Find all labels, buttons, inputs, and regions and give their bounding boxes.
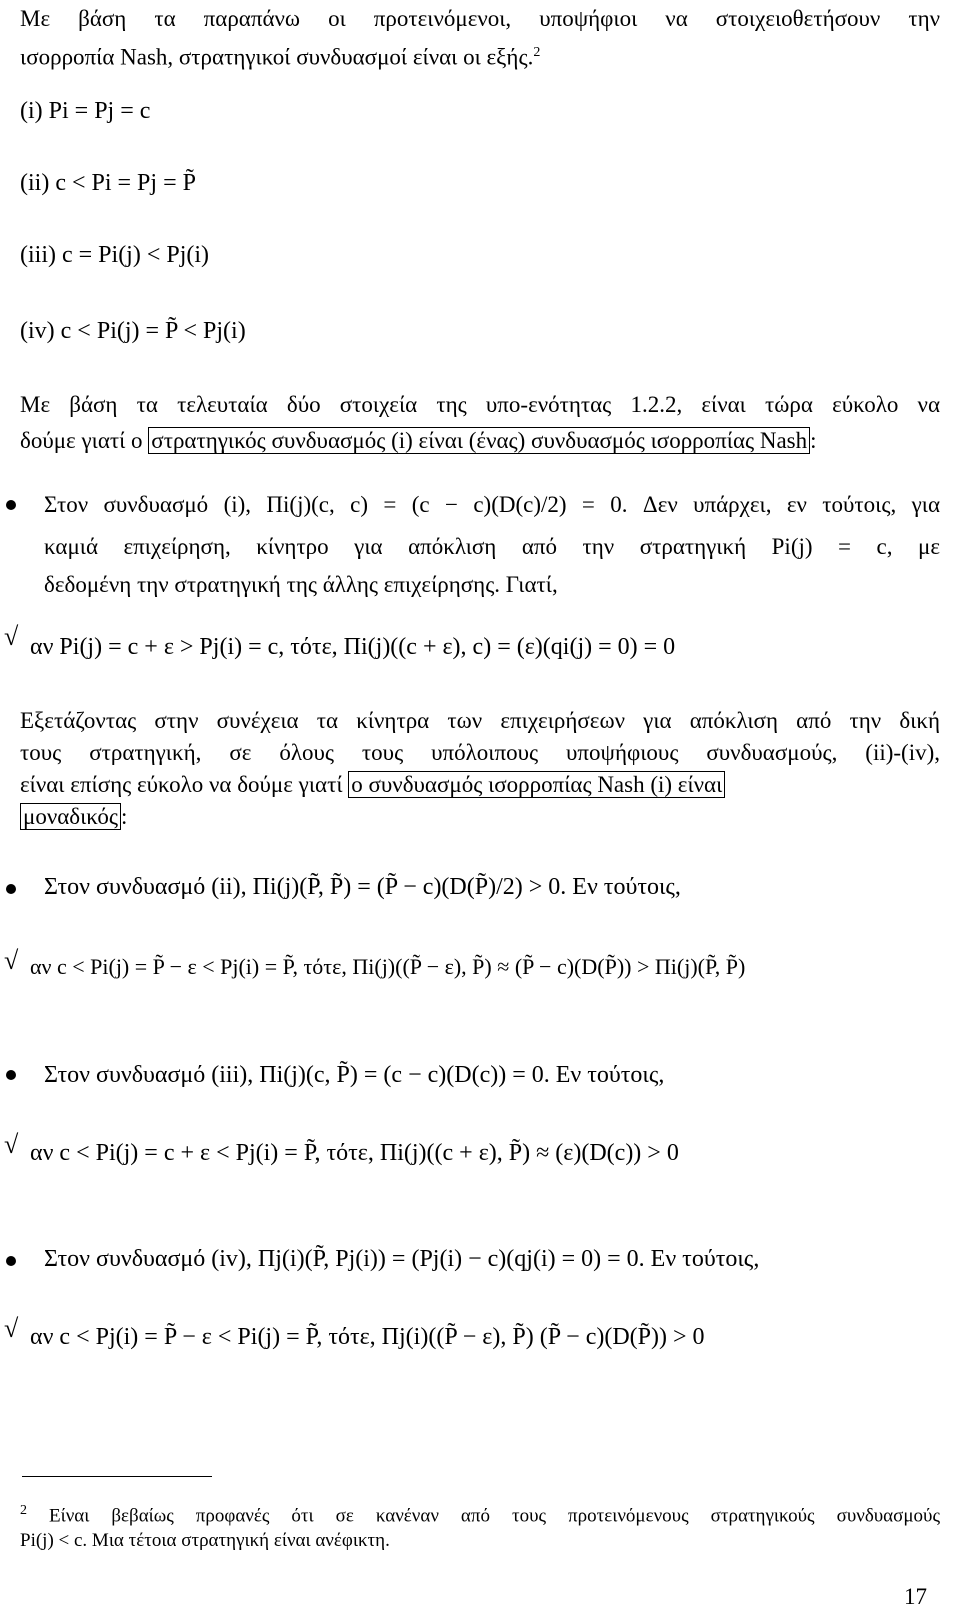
square-root-check-icon: √ [4,1130,19,1159]
bullet1-line-3: δεδομένη την στρατηγική της άλλης επιχείρησης. Γιατί, [44,572,558,597]
para3-line-2: τους στρατηγική, σε όλους τους υπόλοιπους υποψήφιους συνδυασμούς, (ii)-(iv), [20,740,940,765]
bullet-dot-icon [6,884,16,894]
case-ii: (ii) c < Pi = Pj = P̃ [20,170,196,196]
intro-line-2 [20,38,540,73]
case-iii: (iii) c = Pi(j) < Pj(i) [20,242,210,268]
para2-line-1: Με βάση τα τελευταία δύο στοιχεία της υπο-ενότητας 1.2.2, είναι τώρα εύκολο να [20,392,940,417]
case-iv: (iv) c < Pi(j) = P̃ < Pj(i) [20,318,246,344]
bullet2-condition: αν c < Pi(j) = P̃ − ε < Pj(i) = P̃, τότε, Πi(j)((P̃ − ε), P̃) ≈ (P̃ − c)(D(P̃)) > Πi(j)(P̃, P̃) [30,954,746,979]
bullet3-condition: αν c < Pi(j) = c + ε < Pj(i) = P̃, τότε, Πi(j)((c + ε), P̃) ≈ (ε)(D(c)) > 0 [30,1140,679,1166]
highlight-box-unique-word: μοναδικός [20,803,121,830]
bullet2-line: Στον συνδυασμό (ii), Πi(j)(P̃, P̃) = (P̃ − c)(D(P̃)/2) > 0. Εν τούτοις, [44,874,681,900]
intro-line-1: Με βάση τα παραπάνω οι προτεινόμενοι, υποψήφιοι να στοιχειοθετήσουν την [20,6,940,31]
para3-line-4-end: : [121,804,128,829]
para3-line-4 [20,802,127,832]
bullet-dot-icon [6,1070,16,1080]
footnote-ref: 2 [533,45,541,60]
bullet4-condition: αν c < Pj(i) = P̃ − ε < Pi(j) = P̃, τότε, Πj(i)((P̃ − ε), P̃) (P̃ − c)(D(P̃)) > 0 [30,1324,705,1350]
bullet1-condition: αν Pi(j) = c + ε > Pj(i) = c, τότε, Πi(j)((c + ε), c) = (ε)(qi(j) = 0) = 0 [30,634,676,660]
highlight-box-equilibrium: στρατηγικός συνδυασμός (i) είναι (ένας) συνδυασμός ισορροπίας Nash [148,427,810,454]
square-root-check-icon: √ [4,946,19,975]
bullet1-line-1: Στον συνδυασμό (i), Πi(j)(c, c) = (c − c)(D(c)/2) = 0. Δεν υπάρχει, εν τούτοις, για [44,492,940,517]
case-i: (i) Pi = Pj = c [20,98,151,124]
footnote-rule [22,1476,212,1477]
bullet1-line-2: καμιά επιχείρηση, κίνητρο για απόκλιση από την στρατηγική Pi(j) = c, με [44,534,940,559]
page-number: 17 [904,1584,927,1609]
para3-line-3-text: είναι επίσης εύκολο να δούμε γιατί [20,772,349,797]
square-root-check-icon: √ [4,1314,19,1343]
bullet-dot-icon [6,500,16,510]
para2-line-2-end: : [810,428,817,453]
bullet3-line: Στον συνδυασμό (iii), Πi(j)(c, P̃) = (c − c)(D(c)) = 0. Εν τούτοις, [44,1062,665,1088]
intro-line-2-text: ισορροπία Nash, στρατηγικοί συνδυασμοί είναι οι εξής. [20,44,534,70]
footnote-number: 2 [20,1503,27,1518]
para3-line-1: Εξετάζοντας στην συνέχεια τα κίνητρα των επιχειρήσεων για απόκλιση από την δική [20,708,940,733]
footnote-line-2: Pi(j) < c. Μια τέτοια στρατηγική είναι ανέφικτη. [20,1530,390,1551]
para2-line-2 [20,426,817,456]
square-root-check-icon: √ [4,622,19,651]
para3-line-3 [20,770,725,800]
highlight-box-unique: ο συνδυασμός ισορροπίας Nash (i) είναι [348,771,725,798]
bullet-dot-icon [6,1256,16,1266]
bullet4-line: Στον συνδυασμό (iv), Πj(i)(P̃, Pj(i)) = (Pj(i) − c)(qj(i) = 0) = 0. Εν τούτοις, [44,1246,760,1272]
para2-line-2-text: δούμε γιατί ο [20,428,149,453]
footnote-line-1-text: Είναι βεβαίως προφανές ότι σε κανέναν από τους προτεινόμενους στρατηγικούς συνδυασμούς [49,1505,940,1527]
